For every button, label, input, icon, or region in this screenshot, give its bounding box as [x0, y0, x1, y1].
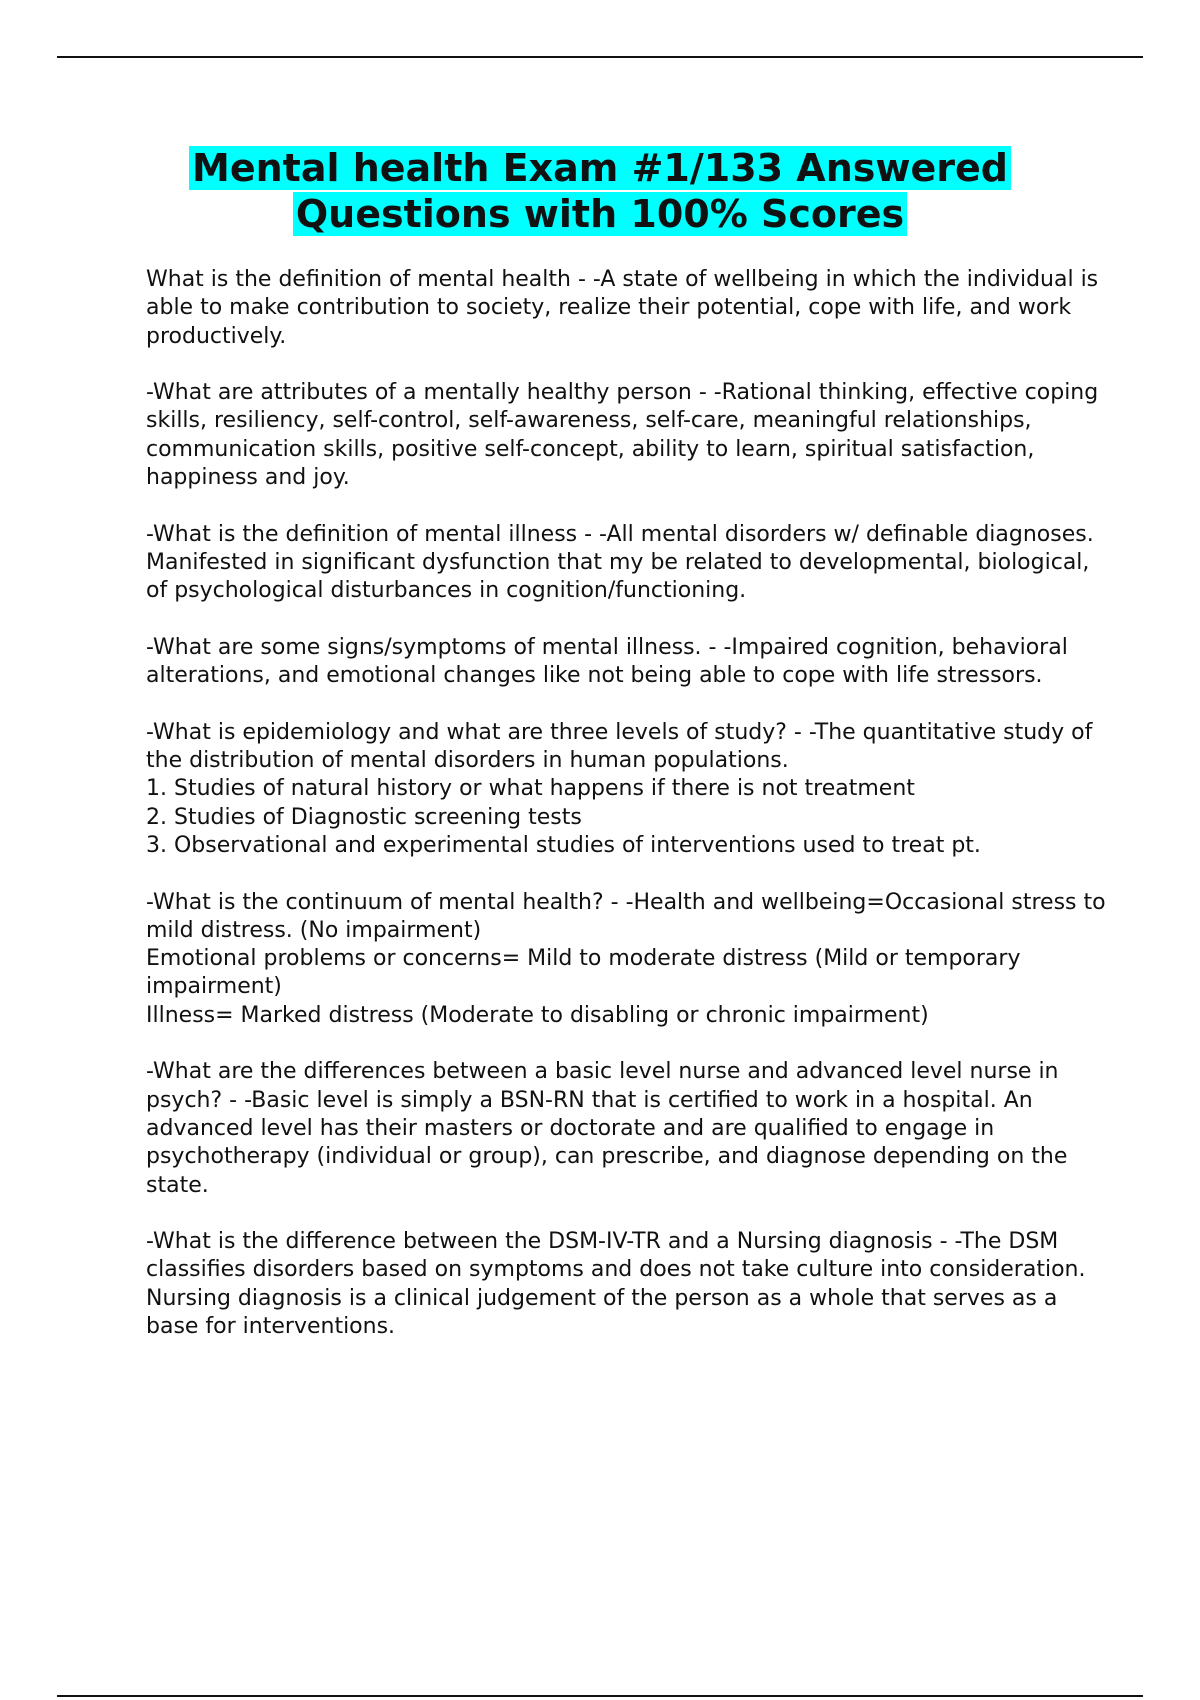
qa-entry: -What are some signs/symptoms of mental illness. - -Impaired cognition, behavioral alterations, and emotional changes like not being able to cope with life stressors. — [146, 634, 1068, 689]
title-block — [57, 145, 1143, 237]
qa-entry: -What are attributes of a mentally healthy person - -Rational thinking, effective coping skills, resiliency, self-control, self-awareness, self-care, meaningful relationships, communication skills, positive self-concept, ability to learn, spiritual satisfaction, happiness and joy. — [146, 380, 1099, 491]
qa-entry: -What is the definition of mental illness - -All mental disorders w/ definable diagnoses. Manifested in significant dysfunction that my be related to developmental, biological, of psychological disturbances in cognition/functioning. — [146, 521, 1094, 604]
title-line-1: Mental health Exam #1/133 Answered — [189, 146, 1011, 190]
top-rule — [57, 56, 1143, 58]
qa-entry: -What is the continuum of mental health? - -Health and wellbeing=Occasional stress to mild distress. (No impairment) Emotional problems or concerns= Mild to moderate distress (Mild or temporary impairment) Illness= Marked distress (Moderate to disabling or chronic impairment) — [146, 889, 1106, 1028]
qa-entry: -What is epidemiology and what are three levels of study? - -The quantitative study of the distribution of mental disorders in human populations. 1. Studies of natural history or what happens if there is not treatment 2. Studies of Diagnostic screening tests 3. Observational and experimental studies of interventions used to treat pt. — [146, 719, 1093, 858]
qa-entry: -What are the differences between a basic level nurse and advanced level nurse in psych? - -Basic level is simply a BSN-RN that is certified to work in a hospital. An advanced level has their masters or doctorate and are qualified to engage in psychotherapy (individual or group), can prescribe, and diagnose depending on the state. — [146, 1059, 1068, 1198]
qa-entry: What is the definition of mental health - -A state of wellbeing in which the individual is able to make contribution to society, realize their potential, cope with life, and work productively. — [146, 267, 1099, 349]
document-body — [146, 266, 1106, 1370]
title-line-2: Questions with 100% Scores — [293, 192, 907, 236]
qa-entry: -What is the difference between the DSM-IV-TR and a Nursing diagnosis - -The DSM classifies disorders based on symptoms and does not take culture into consideration. Nursing diagnosis is a clinical judgement of the person as a whole that serves as a base for interventions. — [146, 1229, 1086, 1339]
document-title — [57, 145, 1143, 237]
bottom-rule — [57, 1695, 1143, 1697]
